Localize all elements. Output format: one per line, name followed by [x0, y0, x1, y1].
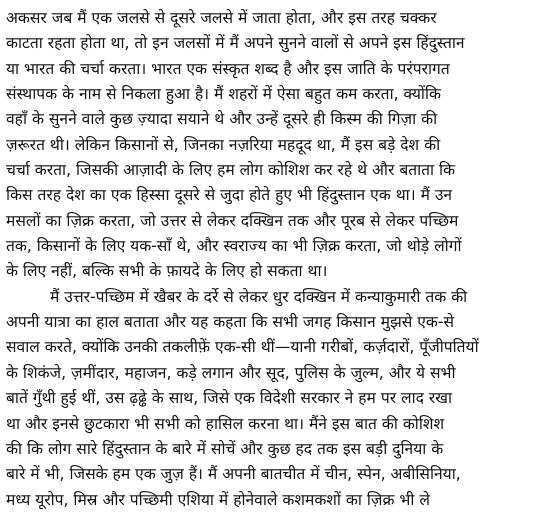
text-line: के शिकंजे, ज़मींदार, महाजन, कड़े लगान और सूद, पुलिस के जुल्म, और ये सभी — [6, 363, 456, 382]
paragraph-1 — [6, 6, 549, 285]
text-line: अपनी यात्रा का हाल बताता और यह कहता कि सभी जगह किसान मुझसे एक-से — [6, 313, 454, 332]
text-line: तक, किसानों के लिए यक-साँ थे, और स्वराज्य का भी ज़िक्र करता, जो थोड़े लोगों — [6, 237, 462, 256]
text-line: बातें गुँथी हुई थीं, उस ढ़ढ्ढे के साथ, जिसे एक विदेशी सरकार ने हम पर लाद रखा — [6, 389, 453, 408]
text-line: था और इनसे छुटकारा भी सभी को हासिल करना था। मैंने इस बात की कोशिश — [6, 414, 445, 433]
text-line: बारे में भी, जिसके हम एक जुज़ हैं। मैं अपनी बातचीत में चीन, स्पेन, अबीसिनिया, — [6, 465, 461, 484]
text-line: वहाँ के सुनने वाले कुछ ज़्यादा सयाने थे और उन्हें दूसरे ही किस्म की गिज़ा की — [6, 110, 438, 129]
text-line: के लिए नहीं, बल्कि सभी के फ़ायदे के लिए हो सकता था। — [6, 262, 328, 281]
text-line: मसलों का ज़िक्र करता, जो उत्तर से लेकर दक्खिन तक और पूरब से लेकर पच्छिम — [6, 211, 459, 230]
document-page — [6, 6, 549, 513]
text-line: संस्थापक के नाम से निकला हुआ है। मैं शहरों में ऐसा बहुत कम करता, क्योंकि — [6, 85, 441, 104]
text-line: ज़रूरत थी। लेकिन किसानों से, जिनका नज़रिया महदूद था, मैं इस बड़े देश की — [6, 135, 441, 154]
text-line: चर्चा करता, जिसकी आज़ादी के लिए हम लोग कोशिश कर रहे थे और बताता कि — [6, 161, 456, 180]
text-line: सवाल करते, क्योंकि उनकी तकलीफ़ें एक-सी थीं—यानी गरीबों, कर्ज़दारों, पूँजीपतियों — [6, 338, 479, 357]
text-line: काटता रहता होता था, तो इन जलसों में मैं अपने सुनने वालों से अपने इस हिंदुस्तान — [6, 34, 465, 53]
paragraph-2 — [6, 285, 549, 513]
text-line: मध्य यूरोप, मिस्र और पच्छिमी एशिया में होनेवाले कशमकशों का ज़िक्र भी ले — [6, 490, 430, 509]
text-line: मैं उत्तर-पच्छिम में खैबर के दर्रे से लेकर धुर दक्खिन में कन्याकुमारी तक की — [50, 287, 468, 306]
text-line: अकसर जब मैं एक जलसे से दूसरे जलसे में जाता होता, और इस तरह चक्कर — [6, 9, 437, 27]
text-line: किस तरह देश का एक हिस्सा दूसरे से जुदा होते हुए भी हिंदुस्तान एक था। मैं उन — [6, 186, 453, 205]
text-line: या भारत की चर्चा करता। भारत एक संस्कृत शब्द है और इस जाति के परंपरागत — [6, 59, 450, 78]
text-line: की कि लोग सारे हिंदुस्तान के बारे में सोचें और कुछ हद तक इस बड़ी दुनिया के — [6, 439, 444, 458]
